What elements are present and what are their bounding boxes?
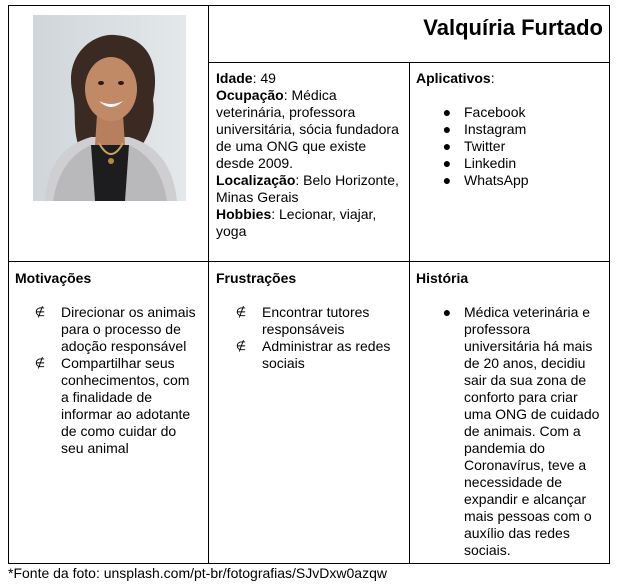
motivacao-text: Direcionar os animais para o processo de adoção responsável	[61, 304, 196, 354]
list-item	[416, 304, 604, 559]
list-item	[216, 338, 396, 372]
motivacao-text: Compartilhar seus conhecimentos, com a finalidade de informar ao adotante de como cuidar do seu animal	[61, 355, 191, 456]
app-instagram: Instagram	[464, 121, 527, 137]
divider-v2	[409, 62, 410, 563]
list-item	[15, 355, 201, 457]
app-whatsapp: WhatsApp	[464, 172, 529, 188]
photo-source-footnote: *Fonte da foto: unsplash.com/pt-br/fotografias/SJvDxw0azqw	[8, 565, 387, 581]
motivacoes-cell	[15, 270, 207, 457]
apps-colon: :	[490, 70, 495, 86]
bullet-icon: ●	[442, 138, 452, 154]
list-item	[416, 121, 606, 138]
frustracao-text: Encontrar tutores responsáveis	[262, 304, 370, 337]
bullet-icon: ●	[442, 155, 452, 171]
bullet-icon: ●	[442, 172, 452, 188]
bullet-icon: ●	[442, 304, 452, 320]
hobbies-label: Hobbies	[216, 206, 272, 222]
persona-table	[8, 5, 610, 564]
historia-heading: História	[416, 270, 469, 286]
list-item	[416, 104, 606, 121]
notin-icon: ∉	[34, 356, 46, 370]
divider-v1	[208, 6, 209, 563]
frustracoes-cell	[216, 270, 408, 372]
frustracoes-list	[216, 304, 408, 372]
apps-list	[416, 104, 606, 189]
info-cell	[216, 70, 406, 240]
app-facebook: Facebook	[464, 104, 526, 120]
bullet-icon: ●	[442, 121, 452, 137]
apps-heading	[416, 70, 606, 87]
bullet-icon: ●	[442, 104, 452, 120]
divider-h2	[9, 261, 609, 262]
localizacao-value: : Belo Horizonte, Minas Gerais	[216, 172, 399, 205]
notin-icon: ∉	[34, 305, 46, 319]
idade-value: : 49	[252, 70, 276, 86]
localizacao-label: Localização	[216, 172, 296, 188]
motivacoes-heading: Motivações	[15, 270, 92, 286]
frustracoes-heading: Frustrações	[216, 270, 297, 286]
app-linkedin: Linkedin	[464, 155, 517, 171]
motivacoes-list	[15, 304, 207, 457]
frustracao-text: Administrar as redes sociais	[262, 338, 391, 371]
historia-text: Médica veterinária e professora universitária há mais de 20 anos, decidiu sair da sua zona de conforto para criar uma ONG de cuidado de animais. Com a pandemia do Coronavírus, teve a necessidade de expandir e alcançar mais pessoas com o auxílio das redes sociais.	[464, 304, 600, 558]
apps-label: Aplicativos	[416, 70, 491, 86]
ocupacao-label: Ocupação	[216, 87, 284, 103]
hobbies-value: : Lecionar, viajar, yoga	[216, 206, 377, 239]
apps-cell	[416, 70, 606, 189]
portrait-image	[33, 15, 186, 201]
list-item	[416, 155, 606, 172]
historia-cell	[416, 270, 608, 559]
idade-label: Idade	[216, 70, 253, 86]
app-twitter: Twitter	[464, 138, 506, 154]
historia-list	[416, 304, 608, 559]
notin-icon: ∉	[235, 339, 247, 353]
notin-icon: ∉	[235, 305, 247, 319]
persona-photo	[33, 15, 186, 201]
list-item	[416, 172, 606, 189]
divider-h1	[208, 62, 609, 63]
info-hobbies	[216, 206, 406, 240]
ocupacao-value: : Médica veterinária, professora universitária, sócia fundadora de uma ONG que existe desde 2009.	[216, 87, 399, 171]
list-item	[416, 138, 606, 155]
info-ocupacao	[216, 87, 406, 172]
list-item	[216, 304, 396, 338]
info-localizacao	[216, 172, 406, 206]
info-idade	[216, 70, 406, 87]
persona-name: Valquíria Furtado	[423, 15, 603, 40]
list-item	[15, 304, 201, 355]
